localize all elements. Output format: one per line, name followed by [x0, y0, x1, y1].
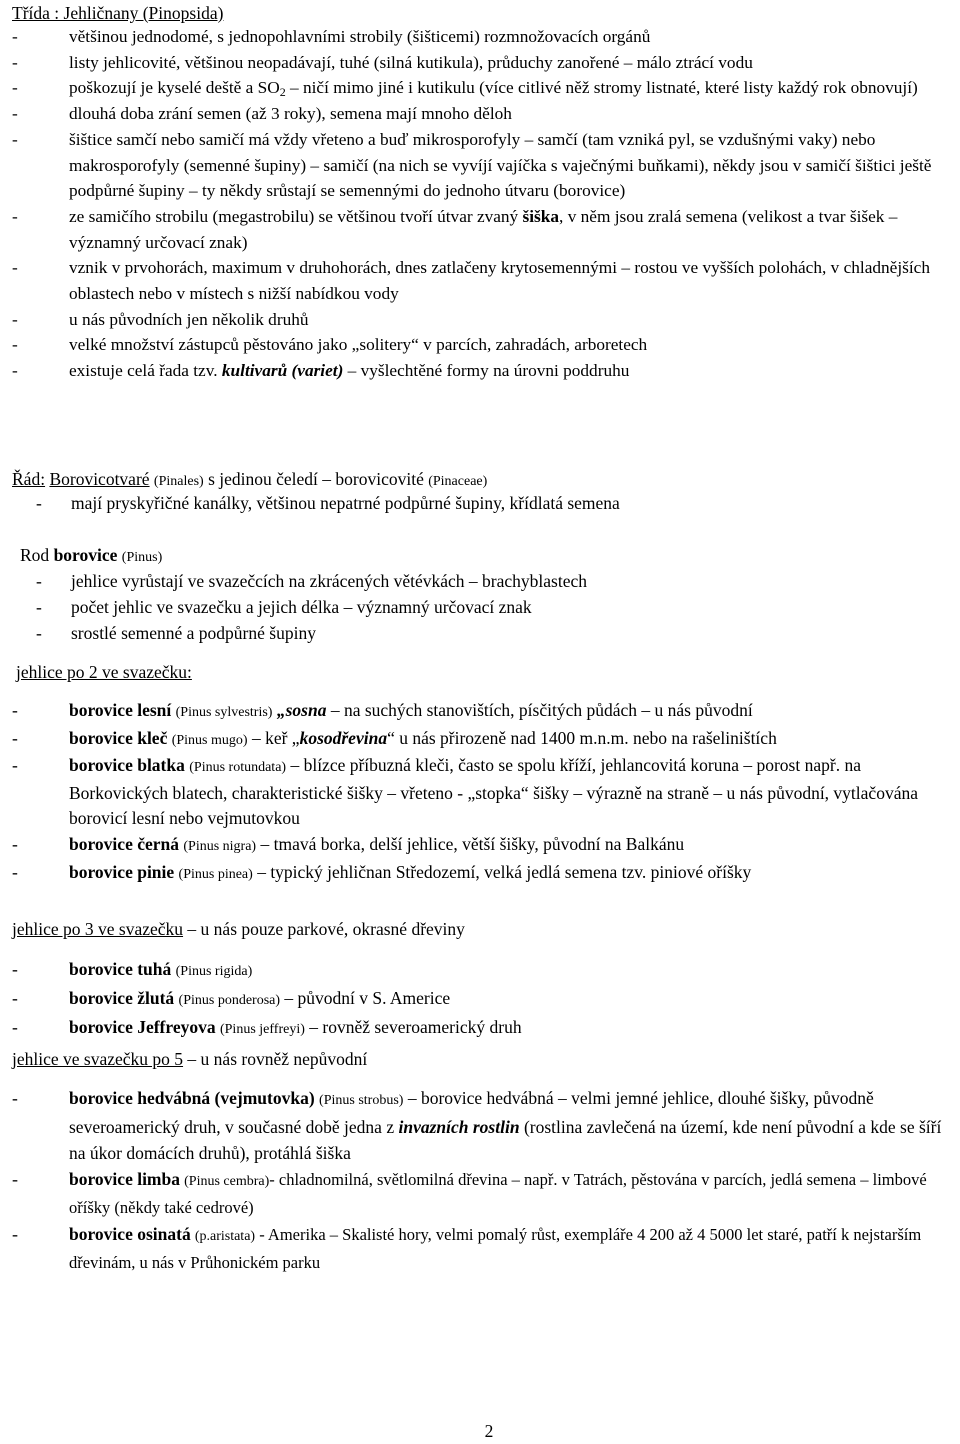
list-item: - počet jehlic ve svazečku a jejich délka – významný určovací znak — [36, 597, 532, 617]
item-text: mají pryskyřičné kanálky, většinou nepatrné podpůrné šupiny, křídlatá semena — [71, 493, 620, 513]
list-item: - borovice Jeffreyova (Pinus jeffreyi) – rovněž severoamerický druh — [12, 1017, 522, 1037]
order-list — [36, 490, 956, 516]
item-text: jehlice vyrůstají ve svazečcích na zkrácených větévkách – brachyblastech — [71, 571, 587, 591]
item-text: u nás původních jen několik druhů — [69, 309, 309, 329]
item-text: srostlé semenné a podpůrné šupiny — [71, 623, 316, 643]
species-latin: (Pinus rotundata) — [189, 760, 287, 776]
list-item: - listy jehlicovité, většinou neopadávají, tuhé (silná kutikula), průduchy zanořené – málo ztrácí vodu — [12, 52, 753, 72]
species-name: borovice pinie — [69, 861, 175, 882]
genus-latin: (Pinus) — [121, 550, 163, 565]
genus-list — [36, 568, 956, 646]
list-item: - borovice limba (Pinus cembra)- chladnomilná, světlomilná dřevina – např. v Tatrách, pěstována v parcích, jedlá semena – limbové oříšky (někdy také cedrové) — [12, 1169, 927, 1217]
group-3-title: jehlice po 3 ve svazečku — [12, 919, 184, 939]
genus-name: borovice — [53, 545, 118, 565]
item-text: dlouhá doba zrání semen (až 3 roky), semena mají mnoho děloh — [69, 104, 512, 124]
order-name: Borovicotvaré — [49, 469, 150, 489]
species-desc: – typický jehličnan Středozemí, velká jedlá semena tzv. piniové oříšky — [252, 861, 752, 882]
list-item: - ze samičího strobilu (megastrobilu) se většinou tvoří útvar zvaný šiška, v něm jsou zralá semena (velikost a tvar šišek – významný určovací znak) — [12, 206, 898, 252]
class-heading-text: Třída : Jehličnany (Pinopsida) — [12, 3, 224, 23]
species-desc: - chladnomilná, světlomilná dřevina – např. v Tatrách, pěstována v parcích, jedlá semena – limbové oříšky (někdy také cedrové) — [69, 1170, 927, 1217]
species-name: borovice limba — [69, 1169, 180, 1189]
item-text: šištice samčí nebo samičí má vždy vřeteno a buď mikrosporofyly – samčí (tam vzniká pyl, se vzdušnými vaky) nebo makrosporofyly (semenné šupiny) – samičí (na nich se vyvíjí vajíčka s vaječnými buňkami), někdy jsou v samičí šištici ještě podpůrné šupiny – ty někdy srůstají se semennými do jednoho útvaru (borovice) — [69, 129, 932, 201]
list-item: - borovice lesní (Pinus sylvestris) „sosna – na suchých stanovištích, písčitých půdách – u nás původní — [12, 700, 753, 720]
species-latin: (Pinus pinea) — [178, 866, 253, 882]
order-latin: (Pinales) — [153, 474, 204, 489]
list-item: - borovice osinatá (p.aristata) - Amerika – Skalisté hory, velmi pomalý růst, exempláře 4 200 až 4 5000 let staré, patří k nejstarším dřevinám, u nás v Průhonickém parku — [12, 1224, 922, 1272]
list-item: - vznik v prvohorách, maximum v druhohorách, dnes zatlačeny krytosemennými – rostou ve vyšších polohách, v chladnějších oblastech nebo v místech s nižší nabídkou vody — [12, 258, 930, 304]
group-3-list — [12, 956, 957, 1043]
list-item: - u nás původních jen několik druhů — [12, 309, 309, 329]
species-latin: (Pinus jeffreyi) — [219, 1022, 305, 1037]
list-item: - většinou jednodomé, s jednopohlavními strobily (šišticemi) rozmnožovacích orgánů — [12, 27, 651, 46]
list-item: - dlouhá doba zrání semen (až 3 roky), semena mají mnoho děloh — [12, 104, 512, 124]
species-latin: (Pinus ponderosa) — [178, 993, 281, 1008]
list-item: - borovice pinie (Pinus pinea) – typický jehličnan Středozemí, velká jedlá semena tzv. piniové oříšky — [12, 861, 752, 882]
species-folk-name: kosodřevina — [299, 727, 388, 748]
species-name: borovice černá — [69, 833, 179, 854]
list-item: - existuje celá řada tzv. kultivarů (variet) – vyšlechtěné formy na úrovni poddruhu — [12, 361, 630, 381]
species-name: borovice žlutá — [69, 988, 175, 1008]
list-item: - srostlé semenné a podpůrné šupiny — [36, 623, 316, 643]
species-desc-cont: (rostlina zavlečená na území, kde není původní a kde se šíří na úkor domácích druhů), protáhlá šiška — [69, 1117, 942, 1163]
species-folk-name: „sosna — [276, 700, 327, 720]
group-2-list — [12, 698, 957, 887]
list-item: - jehlice vyrůstají ve svazečcích na zkrácených větévkách – brachyblastech — [36, 571, 587, 591]
species-desc: – na suchých stanovištích, písčitých půdách – u nás původní — [326, 700, 753, 720]
species-desc: - Amerika – Skalisté hory, velmi pomalý růst, exempláře 4 200 až 4 5000 let staré, patří k nejstarším dřevinám, u nás v Průhonickém parku — [69, 1225, 922, 1272]
group-2-title: jehlice po 2 ve svazečku: — [16, 662, 192, 682]
list-item: - mají pryskyřičné kanálky, většinou nepatrné podpůrné šupiny, křídlatá semena — [36, 493, 620, 513]
genus-label: Rod — [20, 545, 50, 565]
group-5-note: – u nás rovněž nepůvodní — [187, 1049, 368, 1069]
class-list — [12, 24, 957, 384]
order-rest: s jedinou čeledí – borovicovité — [208, 469, 424, 489]
list-item: - velké množství zástupců pěstováno jako „solitery“ v parcích, zahradách, arboretech — [12, 335, 648, 355]
list-item: - borovice tuhá (Pinus rigida) — [12, 959, 253, 979]
group-5-list — [12, 1085, 957, 1276]
list-item: - borovice žlutá (Pinus ponderosa) – původní v S. Americe — [12, 988, 451, 1008]
item-text: existuje celá řada tzv. kultivarů (variet) – vyšlechtěné formy na úrovni poddruhu — [69, 361, 630, 381]
group-5-heading — [12, 1046, 957, 1072]
list-item: - borovice hedvábná (vejmutovka) (Pinus strobus) – borovice hedvábná – velmi jemné jehlice, dlouhé šišky, původně severoamerický druh, v současné době jedna z invazních rostlin (rostlina zavlečená na území, kde není původní a kde se šíří na úkor domácích druhů), protáhlá šiška — [12, 1088, 942, 1163]
genus-heading — [20, 542, 960, 571]
group-2-heading — [16, 659, 960, 685]
species-name: borovice osinatá — [69, 1224, 191, 1244]
item-text: velké množství zástupců pěstováno jako „solitery“ v parcích, zahradách, arboretech — [69, 335, 648, 355]
item-text: počet jehlic ve svazečku a jejich délka – významný určovací znak — [71, 597, 532, 617]
species-latin: (Pinus strobus) — [319, 1093, 404, 1108]
group-3-heading — [12, 916, 957, 942]
list-item: - borovice blatka (Pinus rotundata) – blízce příbuzná kleči, často se spolu kříží, jehlancovitá koruna – porost např. na Borkovických blatech, charakteristické šišky – vřeteno - „stopka“ šišky – výrazně na straně – u nás původní, vytlačována borovicí lesní nebo vejmutovkou — [12, 755, 918, 829]
item-text: vznik v prvohorách, maximum v druhohorách, dnes zatlačeny krytosemennými – rostou ve vyšších polohách, v chladnějších oblastech nebo v místech s nižší nabídkou vody — [69, 258, 930, 304]
list-item: - poškozují je kyselé deště a $SO_2$ – ničí mimo jiné i kutikulu (více citlivé něž stromy listnaté, které listy každý rok obnovují) — [12, 78, 918, 100]
species-latin: (p.aristata) — [194, 1229, 256, 1244]
list-item: - šištice samčí nebo samičí má vždy vřeteno a buď mikrosporofyly – samčí (tam vzniká pyl, se vzdušnými vaky) nebo makrosporofyly (semenné šupiny) – samičí (na nich se vyvíjí vajíčka s vaječnými buňkami), někdy jsou v samičí šištici ještě podpůrné šupiny – ty někdy srůstají se semennými do jednoho útvaru (borovice) — [12, 129, 932, 201]
species-latin: (Pinus sylvestris) — [175, 705, 273, 720]
species-desc: – borovice hedvábná – velmi jemné jehlice, dlouhé šišky, původně severoamerický druh, v současné době jedna z — [69, 1088, 874, 1137]
item-text: poškozují je kyselé deště a $SO_2$ – ničí mimo jiné i kutikulu (více citlivé něž stromy listnaté, které listy každý rok obnovují) — [69, 78, 918, 100]
order-label: Řád: — [12, 469, 46, 489]
species-name: borovice blatka — [69, 755, 185, 776]
species-desc: – rovněž severoamerický druh — [304, 1017, 522, 1037]
species-name: borovice kleč — [69, 727, 168, 748]
class-heading — [12, 0, 957, 26]
group-5-title: jehlice ve svazečku po 5 — [12, 1049, 184, 1069]
species-latin: (Pinus mugo) — [171, 732, 248, 748]
species-desc: – keř „ — [247, 727, 300, 748]
species-desc: – tmavá borka, delší jehlice, větší šišky, původní na Balkánu — [256, 833, 685, 854]
species-name: borovice Jeffreyova — [69, 1017, 216, 1037]
species-desc-cont: “ u nás přirozeně nad 1400 m.n.m. nebo na rašeliništích — [387, 727, 777, 748]
item-text: většinou jednodomé, s jednopohlavními strobily (šišticemi) rozmnožovacích orgánů — [69, 27, 651, 46]
family-latin: (Pinaceae) — [428, 474, 488, 489]
item-text: ze samičího strobilu (megastrobilu) se většinou tvoří útvar zvaný šiška, v něm jsou zralá semena (velikost a tvar šišek – významný určovací znak) — [69, 206, 898, 252]
species-latin: (Pinus rigida) — [175, 964, 253, 979]
species-desc: – původní v S. Americe — [280, 988, 451, 1008]
species-name: borovice lesní — [69, 700, 172, 720]
species-latin: (Pinus nigra) — [183, 838, 257, 854]
species-term: invazních rostlin — [398, 1117, 520, 1137]
list-item: - borovice kleč (Pinus mugo) – keř „kosodřevina“ u nás přirozeně nad 1400 m.n.m. nebo na rašeliništích — [12, 727, 777, 748]
species-name: borovice tuhá — [69, 959, 172, 979]
page-number: 2 — [484, 1421, 494, 1441]
group-3-note: – u nás pouze parkové, okrasné dřeviny — [187, 919, 465, 939]
species-name: borovice hedvábná (vejmutovka) — [69, 1088, 315, 1108]
species-desc: – blízce příbuzná kleči, často se spolu kříží, jehlancovitá koruna – porost např. na Borkovických blatech, charakteristické šišky – vřeteno - „stopka“ šišky – výrazně na straně – u nás původní, vytlačována borovicí lesní nebo vejmutovkou — [69, 755, 918, 829]
list-item: - borovice černá (Pinus nigra) – tmavá borka, delší jehlice, větší šišky, původní na Balkánu — [12, 833, 685, 854]
item-text: listy jehlicovité, většinou neopadávají, tuhé (silná kutikula), průduchy zanořené – málo ztrácí vodu — [69, 52, 753, 72]
species-latin: (Pinus cembra) — [184, 1174, 270, 1189]
